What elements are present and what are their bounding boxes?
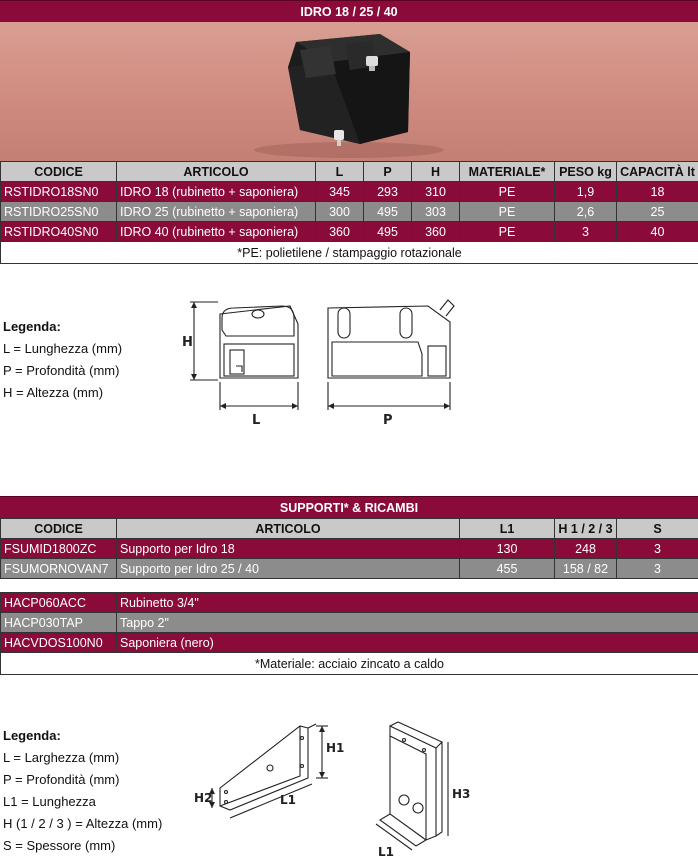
cell-p: 495 [364,222,412,242]
product-photo [0,22,698,162]
col-codice: CODICE [1,519,117,539]
legend-title: Legenda: [3,319,61,334]
section-title-idro: IDRO 18 / 25 / 40 [0,0,698,22]
cell-capacity: 40 [617,222,698,242]
table-header-row [1,519,698,539]
cell-code: RSTIDRO40SN0 [1,222,117,242]
dim-label-l1: L1 [280,793,296,807]
cell-code: RSTIDRO18SN0 [1,182,117,202]
bracket-dimension-drawing [190,718,480,863]
spares-table [0,592,698,675]
cell-article: Supporto per Idro 25 / 40 [117,559,460,579]
cell-article: IDRO 18 (rubinetto + saponiera) [117,182,316,202]
legend-item: P = Profondità (mm) [3,772,120,787]
cell-article: IDRO 25 (rubinetto + saponiera) [117,202,316,222]
cell-article: Supporto per Idro 18 [117,539,460,559]
cell-material: PE [460,202,555,222]
dim-label-h2: H2 [194,791,213,805]
legend-item: H = Altezza (mm) [3,385,104,400]
cell-code: HACVDOS100N0 [1,633,117,653]
cell-code: FSUMORNOVAN7 [1,559,117,579]
col-articolo: ARTICOLO [117,162,316,182]
material-note: *PE: polietilene / stampaggio rotazionale [1,242,698,264]
col-l: L [316,162,364,182]
legend-2 [3,725,162,857]
material-note: *Materiale: acciaio zincato a caldo [1,653,698,675]
table-row [1,593,698,613]
cell-l: 360 [316,222,364,242]
col-codice: CODICE [1,162,117,182]
cell-s: 3 [617,559,698,579]
product-table [0,161,698,264]
legend-item: L = Larghezza (mm) [3,750,120,765]
cell-article: Tappo 2" [117,613,698,633]
cell-code: RSTIDRO25SN0 [1,202,117,222]
cell-article: IDRO 40 (rubinetto + saponiera) [117,222,316,242]
col-peso: PESO kg [555,162,617,182]
col-materiale: MATERIALE* [460,162,555,182]
table-row [1,539,698,559]
legend-item: H (1 / 2 / 3 ) = Altezza (mm) [3,816,163,831]
col-articolo: ARTICOLO [117,519,460,539]
legend-1 [3,316,122,404]
cell-h: 248 [555,539,617,559]
cell-material: PE [460,182,555,202]
cell-weight: 1,9 [555,182,617,202]
section-title-supporti: SUPPORTI* & RICAMBI [0,496,698,518]
dim-label-l1b: L1 [378,845,394,859]
legend-item: L1 = Lunghezza [3,794,96,809]
dim-label-p: P [383,413,393,428]
cell-weight: 2,6 [555,202,617,222]
table-row [1,182,698,202]
cell-material: PE [460,222,555,242]
cell-capacity: 25 [617,202,698,222]
dim-label-l: L [252,413,261,428]
cell-h: 360 [412,222,460,242]
dim-label-h: H [182,335,193,350]
cell-h: 310 [412,182,460,202]
cell-article: Saponiera (nero) [117,633,698,653]
cell-code: HACP030TAP [1,613,117,633]
col-p: P [364,162,412,182]
cell-l1: 130 [460,539,555,559]
legend-title: Legenda: [3,728,61,743]
dim-label-h1: H1 [326,741,345,755]
cell-l: 345 [316,182,364,202]
cell-s: 3 [617,539,698,559]
table-row [1,222,698,242]
legend-item: S = Spessore (mm) [3,838,116,853]
table-row [1,613,698,633]
cell-capacity: 18 [617,182,698,202]
col-capacita: CAPACITÀ lt [617,162,698,182]
table-row [1,633,698,653]
tank-dimension-drawing [178,296,478,431]
col-l1: L1 [460,519,555,539]
cell-h: 303 [412,202,460,222]
cell-h: 158 / 82 [555,559,617,579]
legend-item: L = Lunghezza (mm) [3,341,123,356]
dim-label-h3: H3 [452,787,471,801]
col-s: S [617,519,698,539]
legend-item: P = Profondità (mm) [3,363,120,378]
cell-weight: 3 [555,222,617,242]
col-h123: H 1 / 2 / 3 [555,519,617,539]
table-note-row [1,653,698,675]
cell-article: Rubinetto 3/4" [117,593,698,613]
table-row [1,559,698,579]
col-h: H [412,162,460,182]
table-row [1,202,698,222]
table-note-row [1,242,698,264]
cell-code: FSUMID1800ZC [1,539,117,559]
cell-code: HACP060ACC [1,593,117,613]
cell-p: 293 [364,182,412,202]
supports-table [0,518,698,579]
table-header-row [1,162,698,182]
cell-p: 495 [364,202,412,222]
cell-l: 300 [316,202,364,222]
cell-l1: 455 [460,559,555,579]
